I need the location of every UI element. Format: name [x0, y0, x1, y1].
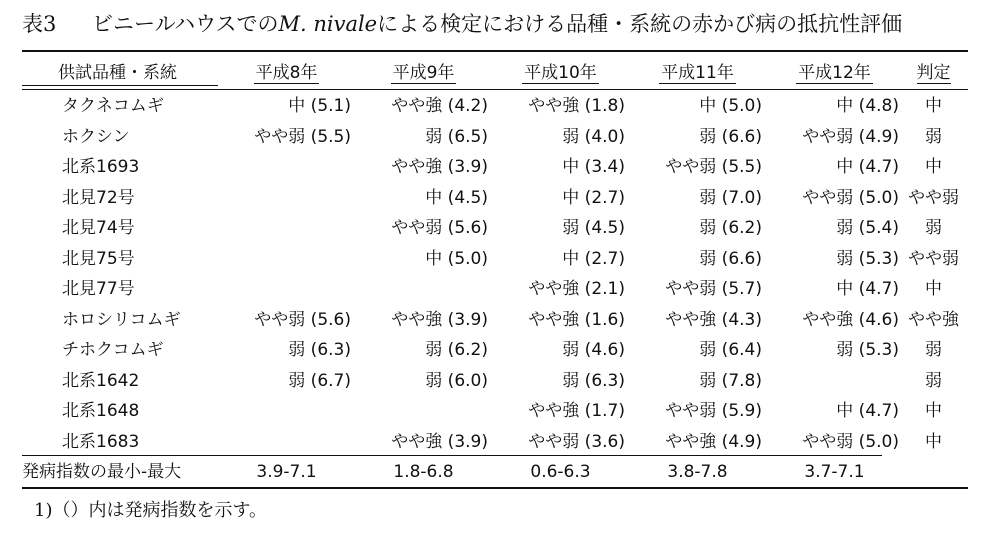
rating-cell: 中 (5.1)	[288, 96, 351, 116]
verdict-cell: やや弱	[908, 248, 959, 269]
rating-cell: 弱 (6.0)	[425, 370, 488, 391]
rating-cell: やや弱 (5.5)	[665, 157, 762, 177]
rating-cell: やや弱 (5.0)	[802, 187, 899, 208]
verdict-cell: 中	[925, 401, 942, 421]
rating-cell: やや強 (4.6)	[802, 309, 899, 330]
rating-cell: やや強 (4.9)	[665, 431, 762, 452]
rating-cell: やや強 (3.9)	[391, 157, 488, 177]
rating-cell: やや強 (2.1)	[528, 279, 625, 299]
rating-cell: やや強 (1.7)	[528, 401, 625, 421]
table-row	[22, 244, 968, 274]
table-row	[22, 274, 968, 304]
rating-cell: やや強 (3.9)	[391, 309, 488, 330]
header-year-h8	[218, 61, 355, 85]
rating-cell: 弱 (6.7)	[288, 370, 351, 391]
rating-cell: 弱 (6.4)	[699, 340, 762, 360]
rating-cell: やや強 (4.2)	[391, 96, 488, 116]
table-row	[22, 91, 968, 121]
rating-cell: やや弱 (5.5)	[254, 126, 351, 147]
caption-text-before: ビニールハウスでの	[92, 12, 279, 36]
caption-text-after: による検定における品種・系統の赤かび病の抵抗性評価	[377, 12, 903, 36]
header-year-h10-label: 平成10年	[524, 63, 597, 83]
rating-cell: やや弱 (5.7)	[665, 279, 762, 299]
rating-cell: 弱 (7.8)	[699, 370, 762, 391]
header-year-h9-label: 平成9年	[392, 63, 455, 83]
table-top-rule	[22, 50, 968, 52]
verdict-cell: 中	[925, 279, 942, 299]
verdict-cell: 中	[925, 96, 942, 116]
rating-cell: 中 (4.5)	[425, 187, 488, 208]
rating-cell: やや弱 (5.9)	[665, 401, 762, 421]
table-row	[22, 427, 968, 457]
table-row	[22, 396, 968, 426]
rating-cell: やや強 (3.9)	[391, 431, 488, 452]
variety-name: 北見72号	[62, 187, 135, 208]
rating-cell: 中 (5.0)	[425, 248, 488, 269]
header-year-h9	[355, 61, 492, 85]
verdict-cell: やや強	[908, 309, 959, 330]
table-header-row	[22, 58, 968, 88]
rating-cell: 中 (2.7)	[562, 187, 625, 208]
rating-cell: 弱 (4.0)	[562, 126, 625, 147]
header-year-h12-label: 平成12年	[798, 63, 871, 83]
header-variety: 供試品種・系統	[22, 61, 218, 86]
table-row	[22, 122, 968, 152]
header-verdict	[903, 61, 964, 85]
variety-name: 北系1693	[62, 157, 140, 177]
table-row	[22, 183, 968, 213]
footer-range-h10: 0.6-6.3	[530, 462, 591, 482]
header-year-h12	[766, 61, 903, 85]
variety-name: 北見74号	[62, 218, 135, 238]
rating-cell: やや強 (4.3)	[665, 309, 762, 330]
variety-name: 北見77号	[62, 279, 135, 299]
header-year-h8-label: 平成8年	[255, 63, 318, 83]
rating-cell: 弱 (5.3)	[836, 248, 899, 269]
verdict-cell: 中	[925, 157, 942, 177]
table-row	[22, 213, 968, 243]
footer-label: 発病指数の最小-最大	[22, 462, 182, 482]
header-year-h11	[629, 61, 766, 85]
variety-name: ホクシン	[62, 126, 130, 147]
rating-cell: やや弱 (5.6)	[254, 309, 351, 330]
rating-cell: 中 (4.7)	[836, 279, 899, 299]
verdict-cell: 弱	[925, 370, 942, 391]
rating-cell: やや弱 (5.6)	[391, 218, 488, 238]
footer-range-h8: 3.9-7.1	[256, 462, 317, 482]
rating-cell: やや強 (1.6)	[528, 309, 625, 330]
rating-cell: やや弱 (3.6)	[528, 431, 625, 452]
table-bottom-rule	[22, 487, 968, 489]
table-footnote: 1)（）内は発病指数を示す。	[34, 500, 268, 521]
variety-name: 北系1683	[62, 431, 140, 452]
rating-cell: やや弱 (4.9)	[802, 126, 899, 147]
header-year-h11-label: 平成11年	[661, 63, 734, 83]
table-caption	[22, 6, 972, 42]
variety-name: チホクコムギ	[62, 340, 164, 360]
footer-range-h9: 1.8-6.8	[393, 462, 454, 482]
table-row	[22, 152, 968, 182]
rating-cell: 弱 (6.3)	[288, 340, 351, 360]
table-row	[22, 366, 968, 396]
table-row	[22, 335, 968, 365]
rating-cell: 弱 (7.0)	[699, 187, 762, 208]
variety-name: 北系1648	[62, 401, 140, 421]
rating-cell: 中 (5.0)	[699, 96, 762, 116]
rating-cell: 弱 (6.6)	[699, 248, 762, 269]
rating-cell: やや強 (1.8)	[528, 96, 625, 116]
rating-cell: 弱 (6.2)	[425, 340, 488, 360]
rating-cell: 弱 (5.4)	[836, 218, 899, 238]
rating-cell: 中 (2.7)	[562, 248, 625, 269]
variety-name: 北見75号	[62, 248, 135, 269]
verdict-cell: 中	[925, 431, 942, 452]
rating-cell: やや弱 (5.0)	[802, 431, 899, 452]
table-footer-row	[22, 457, 968, 487]
rating-cell: 弱 (6.5)	[425, 126, 488, 147]
rating-cell: 中 (4.7)	[836, 401, 899, 421]
caption-species-name: M. nivale	[278, 12, 378, 36]
table-footer-rule	[22, 455, 882, 456]
table-header-rule	[22, 89, 968, 90]
rating-cell: 弱 (6.2)	[699, 218, 762, 238]
rating-cell: 弱 (5.3)	[836, 340, 899, 360]
header-verdict-label: 判定	[916, 63, 951, 83]
variety-name: ホロシリコムギ	[62, 309, 181, 330]
footer-range-h11: 3.8-7.8	[667, 462, 728, 482]
verdict-cell: 弱	[925, 126, 942, 147]
table-row	[22, 305, 968, 335]
rating-cell: 弱 (4.6)	[562, 340, 625, 360]
header-year-h10	[492, 61, 629, 85]
rating-cell: 弱 (6.6)	[699, 126, 762, 147]
rating-cell: 中 (4.7)	[836, 157, 899, 177]
variety-name: 北系1642	[62, 370, 140, 391]
rating-cell: 中 (3.4)	[562, 157, 625, 177]
caption-table-number: 表3	[22, 12, 57, 36]
verdict-cell: やや弱	[908, 187, 959, 208]
footer-range-h12: 3.7-7.1	[804, 462, 865, 482]
rating-cell: 弱 (6.3)	[562, 370, 625, 391]
rating-cell: 中 (4.8)	[836, 96, 899, 116]
verdict-cell: 弱	[925, 340, 942, 360]
rating-cell: 弱 (4.5)	[562, 218, 625, 238]
verdict-cell: 弱	[925, 218, 942, 238]
variety-name: タクネコムギ	[62, 96, 164, 116]
